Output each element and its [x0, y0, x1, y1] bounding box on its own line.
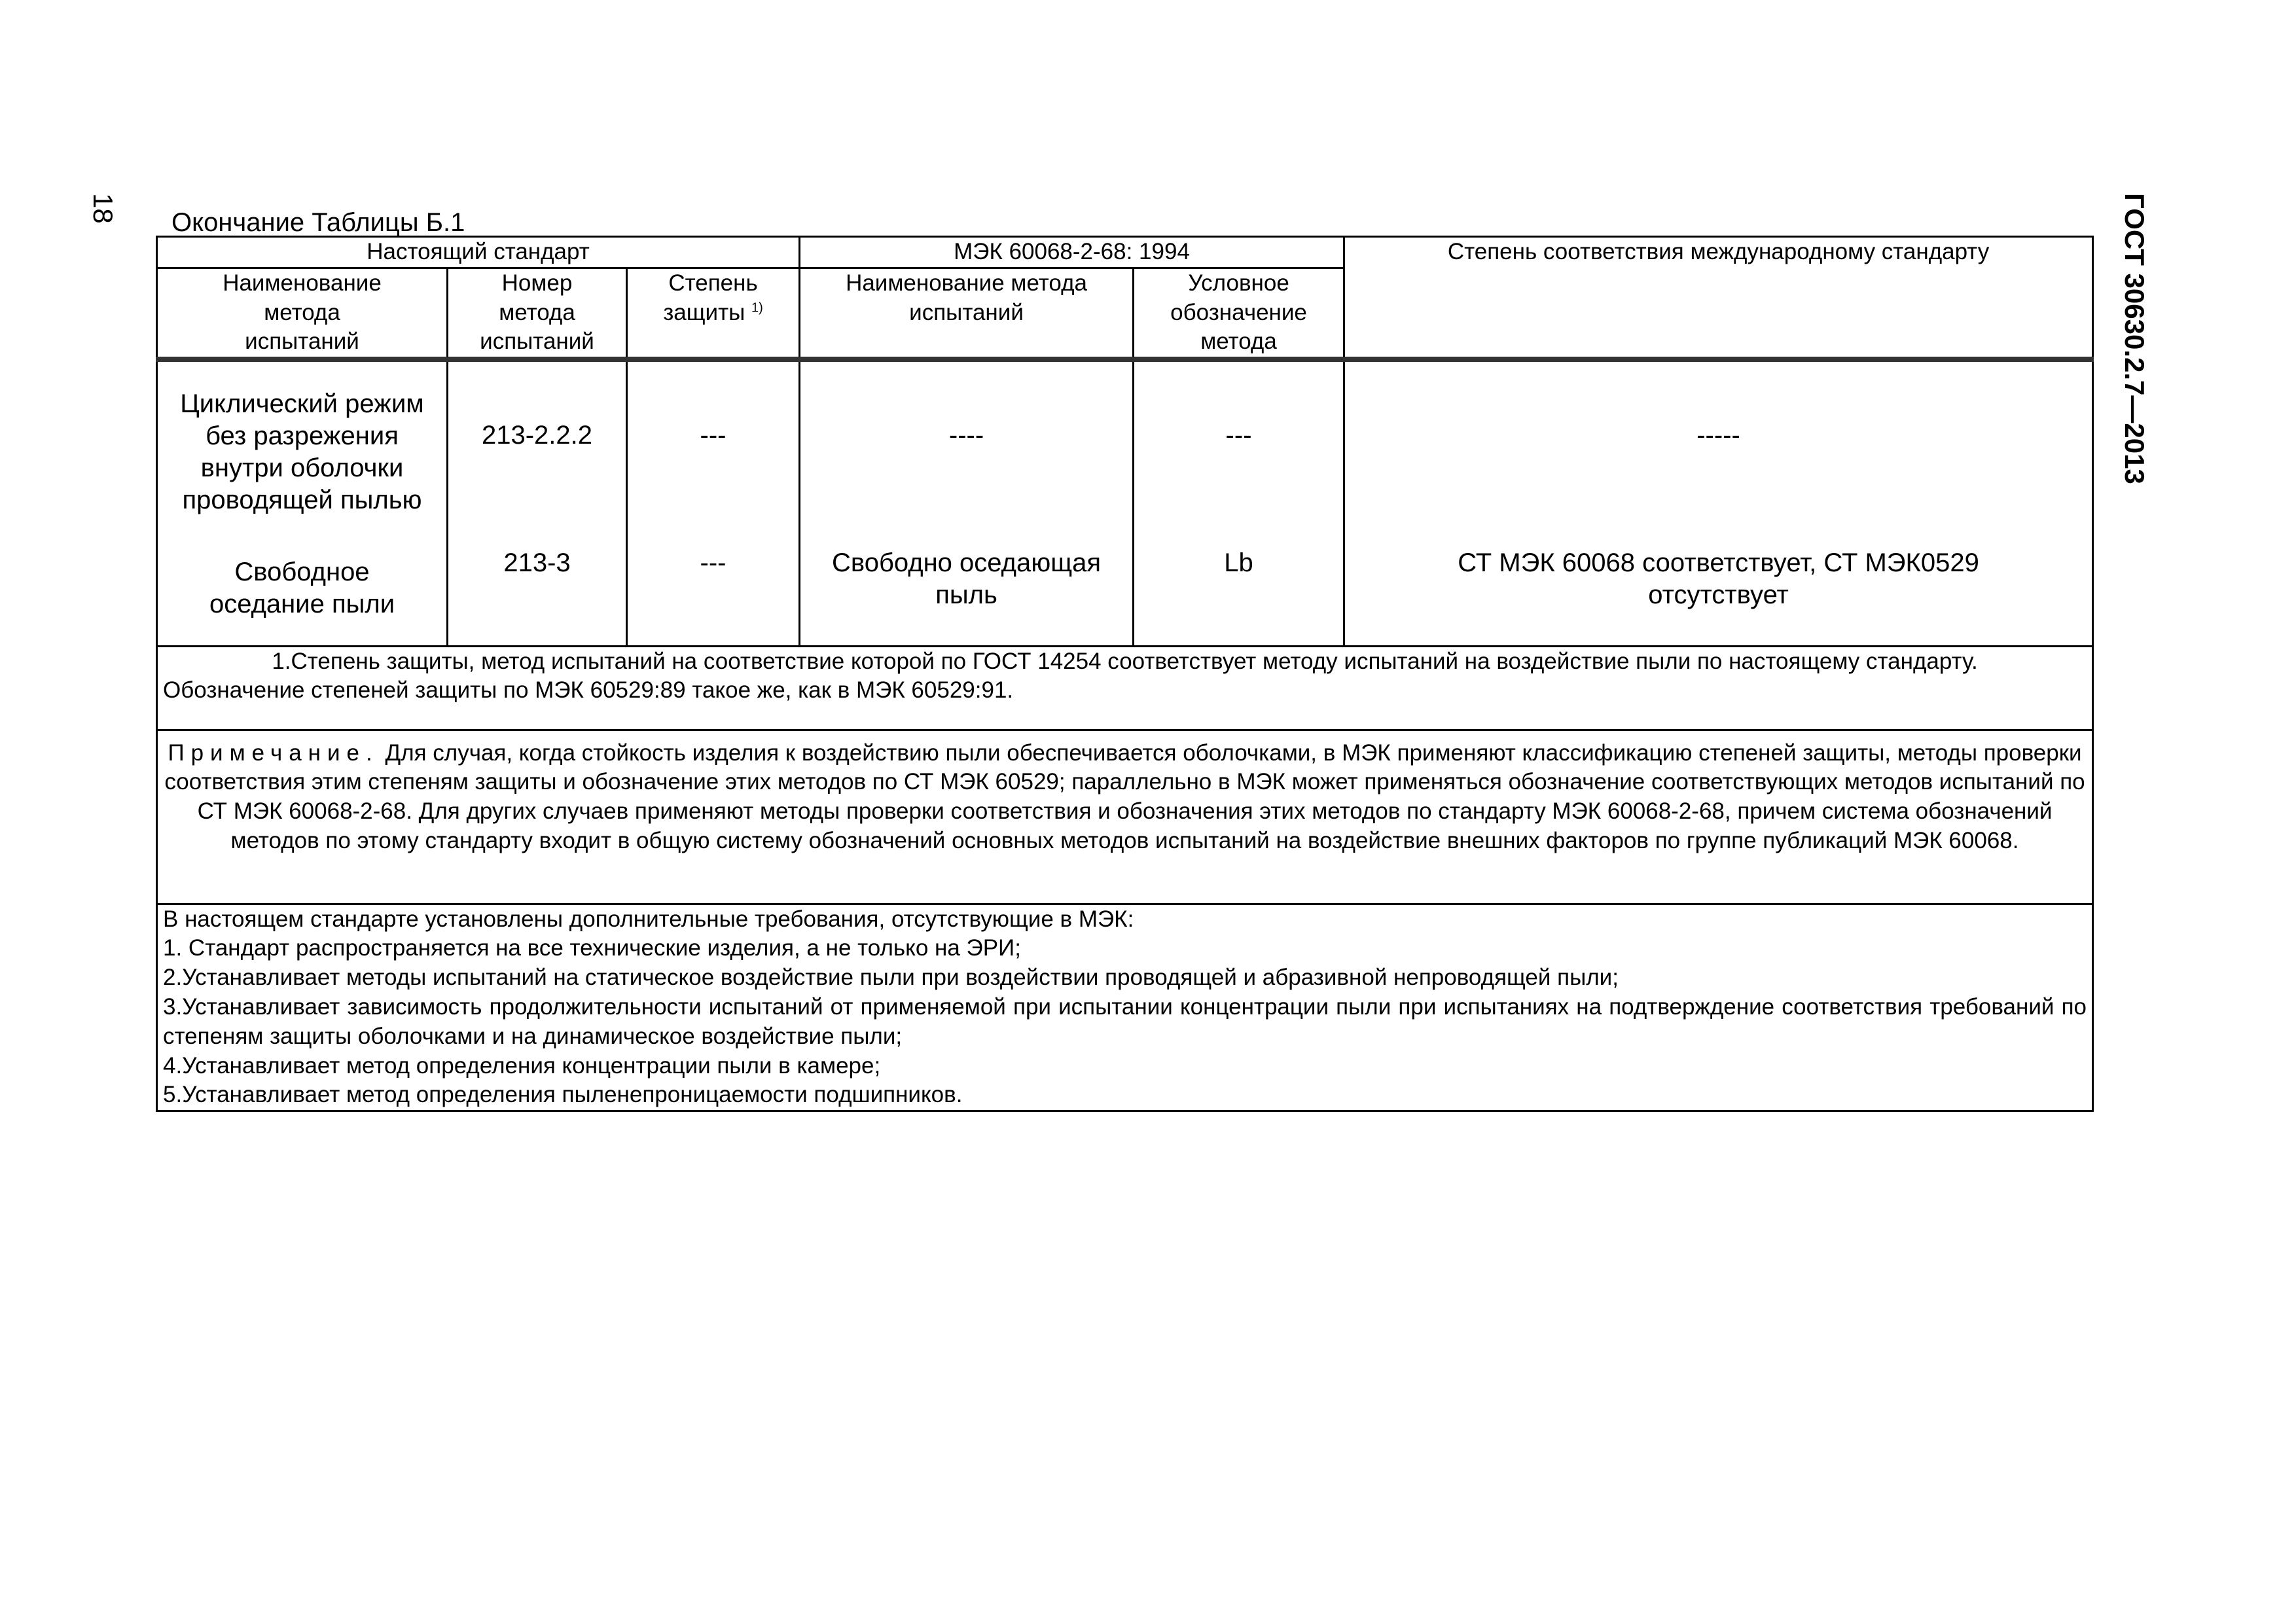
table-row [157, 359, 2093, 646]
cell-iec-method-name [800, 359, 1134, 646]
note [157, 730, 2093, 904]
header-iec-standard: МЭК 60068-2-68: 1994 [800, 237, 1344, 268]
header-method-number-line: метода [499, 299, 575, 325]
footnote-marker: 1) [751, 300, 763, 315]
requirements-line: 1. Стандарт распространяется на все технические изделия, а не только на ЭРИ; [163, 935, 1021, 961]
footnote-row [157, 646, 2093, 730]
header-protection-line [633, 298, 793, 328]
requirements-line: 2.Устанавливает методы испытаний на статическое воздействие пыли при воздействии проводящей и абразивной непроводящей пыли; [163, 965, 1619, 991]
cell-protection [627, 359, 800, 646]
row1-number: 213-2.2.2 [481, 421, 593, 450]
row1-protection: --- [700, 421, 726, 450]
header-protection-word: защиты [663, 299, 745, 325]
header-current-standard: Настоящий стандарт [157, 237, 800, 268]
header-protection [627, 268, 800, 359]
header-method-number-line: Номер [501, 270, 573, 296]
header-iec-designation-line: обозначение [1170, 299, 1307, 325]
row1-name-line: без разрежения [206, 421, 399, 450]
row2-iec-name-line: пыль [935, 580, 997, 609]
header-iec-designation-line: метода [1200, 329, 1277, 355]
requirements [157, 904, 2093, 1111]
header-method-number [448, 268, 627, 359]
note-text: Для случая, когда стойкость изделия к воздействию пыли обеспечивается оболочками, в МЭК применяют классификацию степеней защиты, методы проверки соответствия этим степеням защиты и обозначение этих методов по СТ МЭК 60529; параллельно в МЭК может применяться обозначение соответствующих методов испытаний по СТ МЭК 60068-2-68. Для других случаев применяют методы проверки соответствия и обозначения этих методов по стандарту МЭК 60068-2-68, причем система обозначений методов по этому стандарту входит в общую систему обозначений основных методов испытаний на воздействие внешних факторов по группе публикаций МЭК 60068. [164, 740, 2085, 854]
header-method-name-line: метода [264, 299, 340, 325]
row1-compliance: ----- [1696, 421, 1740, 450]
page-number: 18 [88, 193, 118, 224]
header-compliance: Степень соответствия международному стандарту [1344, 237, 2093, 360]
footnote-line: Обозначение степеней защиты по МЭК 60529:89 такое же, как в МЭК 60529:91. [163, 677, 1014, 704]
requirements-row [157, 904, 2093, 1111]
table-caption: Окончание Таблицы Б.1 [171, 208, 465, 237]
footnote [157, 646, 2093, 730]
row1-name-line: Циклический режим [180, 389, 424, 419]
document-code: ГОСТ 30630.2.7—2013 [2119, 193, 2150, 484]
row2-number: 213-3 [503, 548, 571, 577]
row2-compliance-line: отсутствует [1648, 580, 1789, 609]
row2-compliance-line: СТ МЭК 60068 соответствует, СТ МЭК0529 [1458, 548, 1979, 577]
header-method-number-line: испытаний [480, 329, 594, 355]
requirements-line: 5.Устанавливает метод определения пыленепроницаемости подшипников. [163, 1082, 963, 1108]
row2-name-line: оседание пыли [209, 590, 395, 619]
header-method-name [157, 268, 448, 359]
row2-iec-name-line: Свободно оседающая [832, 548, 1102, 577]
requirements-line: 4.Устанавливает метод определения концентрации пыли в камере; [163, 1052, 881, 1079]
row2-name-line: Свободное [234, 558, 370, 587]
header-iec-designation-line: Условное [1188, 270, 1289, 296]
header-iec-method-name-line: испытаний [909, 299, 1024, 325]
row1-name-line: внутри оболочки [200, 453, 404, 482]
cell-compliance [1344, 359, 2093, 646]
comparison-table [156, 236, 2094, 1112]
header-method-name-line: испытаний [245, 329, 359, 355]
footnote-line: 1.Степень защиты, метод испытаний на соответствие которой по ГОСТ 14254 соответствует методу испытаний на воздействие пыли по настоящему стандарту. [272, 648, 1978, 674]
row1-iec-name: ---- [948, 421, 984, 450]
requirements-line: В настоящем стандарте установлены дополнительные требования, отсутствующие в МЭК: [163, 906, 1134, 932]
row2-iec-designation: Lb [1224, 548, 1253, 577]
header-iec-method-name [800, 268, 1134, 359]
note-row [157, 730, 2093, 904]
cell-method-number [448, 359, 627, 646]
header-method-name-line: Наименование [223, 270, 382, 296]
note-label: Примечание. [168, 740, 379, 766]
header-protection-line: Степень [668, 270, 758, 296]
header-iec-method-name-line: Наименование метода [846, 270, 1087, 296]
cell-iec-designation [1134, 359, 1344, 646]
requirements-line: 3.Устанавливает зависимость продолжительности испытаний от применяемой при испытании концентрации пыли при испытаниях на подтверждение соответствия требований по степеням защиты оболочками и на динамическое воздействие пыли; [163, 994, 2087, 1049]
row1-iec-designation: --- [1225, 421, 1252, 450]
row2-protection: --- [700, 548, 726, 577]
row1-name-line: проводящей пылью [182, 485, 422, 514]
header-iec-designation [1134, 268, 1344, 359]
cell-method-name [157, 359, 448, 646]
